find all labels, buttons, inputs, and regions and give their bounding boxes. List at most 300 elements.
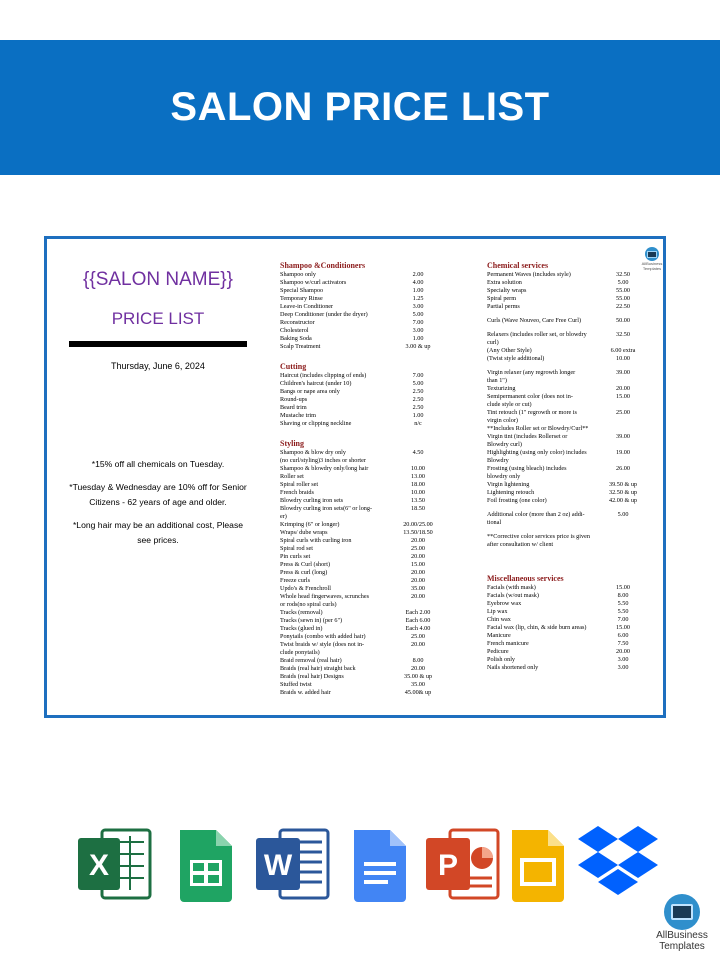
price-row [280, 327, 472, 335]
service-price: 1.00 [412, 287, 424, 294]
svg-text:X: X [88, 849, 110, 882]
price-row [280, 553, 472, 561]
service-name: (Twist style additional) [487, 355, 545, 362]
service-name: Shaving or clipping neckline [280, 420, 352, 427]
price-row [280, 521, 472, 529]
service-price: 15.00 [411, 561, 425, 568]
service-price: 2.00 [412, 271, 424, 278]
service-price [605, 377, 641, 385]
service-price: 32.50 [616, 331, 630, 338]
service-name: Scalp Treatment [280, 343, 321, 350]
service-name: Permanent Waves (includes style) [487, 271, 571, 278]
google-sheets-icon[interactable] [178, 824, 234, 909]
service-price [398, 513, 438, 521]
price-row [487, 600, 657, 608]
price-row [280, 625, 472, 633]
service-price [605, 473, 641, 481]
service-price: 20.00 [411, 665, 425, 672]
mini-brand-logo [639, 247, 665, 271]
service-price: 20.00 [411, 569, 425, 576]
price-row [487, 377, 657, 385]
price-row [280, 529, 472, 537]
service-price: 35.00 [411, 681, 425, 688]
service-name: than 1") [487, 377, 507, 384]
price-list-subtitle: PRICE LIST [111, 309, 205, 328]
price-row [487, 608, 657, 616]
price-row [280, 319, 472, 327]
service-price [398, 649, 438, 657]
service-name: Beard trim [280, 404, 307, 411]
service-price: 20.00 [411, 577, 425, 584]
service-price: 10.00 [411, 489, 425, 496]
price-row [487, 425, 657, 433]
price-row [487, 401, 657, 409]
service-price: 4.00 [412, 279, 424, 286]
service-price: 6.00 [617, 632, 629, 639]
service-name: Specialty wraps [487, 287, 527, 294]
service-price: 15.00 [616, 393, 630, 400]
service-price: 1.00 [412, 412, 424, 419]
price-row [280, 303, 472, 311]
price-row [487, 533, 657, 541]
service-name: Reconstructor [280, 319, 315, 326]
service-price: n/c [414, 420, 422, 427]
service-name: **Includes Roller set or Blowdry/Curl** [487, 425, 589, 432]
service-price: 3.00 [617, 664, 629, 671]
service-price: 3.00 [617, 656, 629, 663]
price-row [487, 287, 657, 295]
title-banner [0, 40, 720, 175]
service-name: er) [280, 513, 287, 520]
note-item: *15% off all chemicals on Tuesday. [91, 459, 225, 469]
service-name: Blowdry [487, 457, 509, 464]
price-row [280, 380, 472, 388]
service-name: clude style or cut) [487, 401, 532, 408]
svg-text:P: P [437, 849, 459, 882]
price-row [487, 481, 657, 489]
service-price: 39.50 & up [608, 481, 638, 488]
service-price: 8.00 [412, 657, 424, 664]
divider-bar [69, 341, 247, 347]
service-name: Ponytails (combo with added hair) [280, 633, 366, 640]
service-price [398, 457, 438, 465]
service-price: 1.00 [412, 335, 424, 342]
service-name: Curls (Wave Nouveo, Care Free Curl) [487, 317, 582, 324]
service-name: Semipermanent color (does not in- [487, 393, 573, 400]
price-row [280, 335, 472, 343]
section-title: Shampoo &Conditioners [280, 261, 366, 270]
section-chemical [487, 260, 657, 549]
service-name: or rods(no spiral curls) [280, 601, 337, 608]
price-row [280, 404, 472, 412]
service-name: Facial wax (lip, chin, & side burn areas) [487, 624, 587, 631]
service-price [605, 541, 641, 549]
service-name: **Corrective color services price is given [487, 533, 590, 540]
price-row [487, 497, 657, 505]
notes [67, 457, 249, 556]
price-row [280, 457, 472, 465]
service-price: 20.00/25.00 [403, 521, 433, 528]
service-price: 20.00 [411, 593, 425, 600]
service-price: 3.00 [412, 303, 424, 310]
service-name: Leave-in Conditioner [280, 303, 334, 310]
price-column-1 [280, 256, 472, 697]
section-cutting [280, 361, 472, 428]
price-row [487, 331, 657, 339]
service-name: Spiral curls with curling iron [280, 537, 352, 544]
service-name: Relaxers (includes roller set, or blowdry [487, 331, 587, 338]
price-row [280, 449, 472, 457]
service-name: Roller set [280, 473, 304, 480]
service-name: Haircut (includes clipping of ends) [280, 372, 367, 379]
service-name: Tracks (glued in) [280, 625, 323, 632]
service-price: 25.00 [411, 545, 425, 552]
service-price [605, 441, 641, 449]
service-name: Pin curls set [280, 553, 311, 560]
service-name: Chin wax [487, 616, 511, 623]
note-item: *Tuesday & Wednesday are 10% off for Senior Citizens - 62 years of age and older. [69, 482, 247, 507]
service-name: Updo's & Frenchroll [280, 585, 331, 592]
service-name: Krimping (6" or longer) [280, 521, 340, 528]
service-name: curl) [487, 339, 499, 346]
service-price: 10.00 [411, 465, 425, 472]
service-name: Extra solution [487, 279, 522, 286]
price-row [487, 303, 657, 311]
service-price: 7.00 [617, 616, 629, 623]
price-row [280, 665, 472, 673]
price-row [487, 317, 657, 325]
service-price: 35.00 [411, 585, 425, 592]
service-name: Braids (real hair) straight back [280, 665, 356, 672]
monitor-icon [645, 247, 659, 261]
price-row [280, 633, 472, 641]
svg-text:W: W [263, 849, 293, 882]
service-price: 20.00 [616, 648, 630, 655]
service-price [605, 339, 641, 347]
service-price: 8.00 [617, 592, 629, 599]
service-price: 13.50 [411, 497, 425, 504]
price-row [487, 393, 657, 401]
price-row [280, 481, 472, 489]
service-name: tional [487, 519, 502, 526]
price-row [280, 271, 472, 279]
service-name: Frosting (using bleach) includes [487, 465, 567, 472]
service-name: Press & curl (long) [280, 569, 328, 576]
service-name: Additional color (more than 2 oz) addi- [487, 511, 585, 518]
service-price: 6.00 extra [610, 347, 636, 354]
price-list-card [44, 236, 666, 718]
price-row [487, 433, 657, 441]
service-price: 10.00 [616, 355, 630, 362]
price-row [280, 420, 472, 428]
service-name: Virgin tint (includes Rollerset or [487, 433, 568, 440]
google-docs-icon[interactable] [352, 824, 408, 909]
service-name: Mustache trim [280, 412, 316, 419]
service-name: Round-ups [280, 396, 308, 403]
service-name: Press & Curl (short) [280, 561, 331, 568]
price-row [280, 388, 472, 396]
service-name: Spiral roller set [280, 481, 319, 488]
price-row [487, 624, 657, 632]
price-row [280, 657, 472, 665]
service-price: 39.00 [616, 433, 630, 440]
price-row [487, 449, 657, 457]
salon-name: {{SALON NAME}} [83, 269, 233, 290]
service-name: Texturizing [487, 385, 516, 392]
service-price [398, 601, 438, 609]
service-name: (no curl/styling)3 inches or shorter [280, 457, 366, 464]
monitor-icon [664, 894, 700, 930]
service-name: blowdry only [487, 473, 521, 480]
price-row [487, 616, 657, 624]
price-row [280, 537, 472, 545]
price-row [280, 585, 472, 593]
price-row [280, 497, 472, 505]
service-price: 5.00 [617, 279, 629, 286]
section-misc [487, 573, 657, 672]
service-name: Baking Soda [280, 335, 312, 342]
service-price: 26.00 [616, 465, 630, 472]
price-row [280, 545, 472, 553]
service-price: 7.00 [412, 319, 424, 326]
service-name: after consultation w/ client [487, 541, 554, 548]
service-price: Each 6.00 [405, 617, 431, 624]
price-row [280, 343, 472, 351]
service-price: 5.00 [412, 311, 424, 318]
brand-logo [652, 894, 712, 952]
service-price [605, 533, 641, 541]
excel-icon[interactable] [76, 824, 152, 909]
price-row [280, 372, 472, 380]
service-price: 19.00 [616, 449, 630, 456]
service-name: Temporary Rinse [280, 295, 323, 302]
service-name: Shampoo & blow dry only [280, 449, 346, 456]
price-row [487, 584, 657, 592]
service-price: 5.00 [617, 511, 629, 518]
service-name: Lightening retouch [487, 489, 535, 496]
price-row [280, 593, 472, 601]
service-price: 3.00 & up [405, 343, 431, 350]
service-name: Partial perms [487, 303, 520, 310]
service-name: Stuffed twist [280, 681, 312, 688]
service-price: 20.00 [616, 385, 630, 392]
price-row [487, 632, 657, 640]
price-row [280, 396, 472, 404]
mini-logo-line2: Templates [642, 266, 662, 271]
price-row [280, 489, 472, 497]
service-price: 13.00 [411, 473, 425, 480]
page-title: SALON PRICE LIST [170, 85, 550, 129]
price-row [487, 369, 657, 377]
price-row [487, 457, 657, 465]
service-name: Freeze curls [280, 577, 311, 584]
service-price: 45.00& up [404, 689, 432, 696]
service-price: Each 4.00 [405, 625, 431, 632]
price-row [280, 649, 472, 657]
note-item: *Long hair may be an additional cost, Please see prices. [72, 520, 244, 545]
service-price: 1.25 [412, 295, 424, 302]
word-icon[interactable] [254, 824, 330, 909]
section-title: Styling [280, 439, 305, 448]
service-name: Twist braids w/ style (does not in- [280, 641, 365, 648]
price-row [280, 561, 472, 569]
price-row [487, 355, 657, 363]
price-row [280, 689, 472, 697]
service-name: Deep Conditioner (under the dryer) [280, 311, 368, 318]
service-price: Each 2.00 [405, 609, 431, 616]
service-price: 5.50 [617, 608, 629, 615]
service-name: Wraps/ dube wraps [280, 529, 328, 536]
service-price: 2.50 [412, 388, 424, 395]
service-price: 3.00 [412, 327, 424, 334]
service-price: 42.00 & up [608, 497, 638, 504]
service-name: Nails shortened only [487, 664, 539, 671]
price-row [487, 592, 657, 600]
section-title: Cutting [280, 362, 307, 371]
price-column-2 [487, 256, 657, 672]
service-name: Braids (real hair) Designs [280, 673, 344, 680]
section-styling [280, 438, 472, 697]
price-row [280, 473, 472, 481]
service-name: virgin color) [487, 417, 518, 424]
service-price: 50.00 [616, 317, 630, 324]
service-price: 15.00 [616, 624, 630, 631]
service-price: 2.50 [412, 404, 424, 411]
service-name: French manicure [487, 640, 529, 647]
service-price: 5.00 [412, 380, 424, 387]
price-row [280, 681, 472, 689]
service-price: 20.00 [411, 553, 425, 560]
price-row [487, 541, 657, 549]
service-price: 2.50 [412, 396, 424, 403]
service-name: Whole head fingerwaves, scrunches [280, 593, 369, 600]
service-name: Blowdry curling iron sets(6" or long- [280, 505, 373, 512]
service-name: Shampoo & blowdry only/long hair [280, 465, 369, 472]
service-name: Virgin relaxer (any regrowth longer [487, 369, 576, 376]
price-row [487, 473, 657, 481]
price-row [280, 505, 472, 513]
service-name: Facials (w/out mask) [487, 592, 539, 599]
price-row [280, 601, 472, 609]
dropbox-icon[interactable] [576, 824, 660, 909]
service-price: 22.50 [616, 303, 630, 310]
app-icons-row [76, 824, 662, 904]
service-name: Virgin lightening [487, 481, 530, 488]
service-name: Spiral rod set [280, 545, 313, 552]
service-name: Facials (with mask) [487, 584, 536, 591]
price-row [487, 640, 657, 648]
powerpoint-icon[interactable] [424, 824, 500, 909]
brand-line1: AllBusiness [656, 930, 708, 941]
price-row [487, 417, 657, 425]
service-name: clude ponytails) [280, 649, 320, 656]
price-row [487, 339, 657, 347]
price-row [280, 279, 472, 287]
service-name: Polish only [487, 656, 516, 663]
service-name: Eyebrow wax [487, 600, 522, 607]
service-name: Tracks (sewn in) (per 6") [280, 617, 343, 624]
price-row [487, 409, 657, 417]
price-row [280, 465, 472, 473]
price-row [280, 577, 472, 585]
brand-line2: Templates [659, 941, 705, 952]
service-name: Bangs or nape area only [280, 388, 340, 395]
service-name: Shampoo w/curl activators [280, 279, 347, 286]
service-price: 7.50 [617, 640, 629, 647]
section-shampoo [280, 260, 472, 351]
price-row [280, 609, 472, 617]
service-price: 4.50 [412, 449, 424, 456]
price-row [487, 656, 657, 664]
service-price: 55.00 [616, 295, 630, 302]
service-price [605, 519, 641, 527]
price-row [280, 513, 472, 521]
price-row [487, 511, 657, 519]
price-row [487, 465, 657, 473]
service-price: 13.50/18.50 [403, 529, 433, 536]
service-name: Pedicure [487, 648, 509, 655]
service-price: 18.00 [411, 481, 425, 488]
mini-logo-line1: AllBusiness [641, 261, 663, 266]
service-name: Tint retouch (1" regrowth or more is [487, 409, 577, 416]
service-name: Lip wax [487, 608, 508, 615]
price-row [280, 569, 472, 577]
price-row [280, 311, 472, 319]
price-row [487, 648, 657, 656]
service-price [605, 417, 641, 425]
service-name: Children's haircut (under 10) [280, 380, 352, 387]
price-row [280, 641, 472, 649]
price-row [280, 673, 472, 681]
service-name: Cholesterol [280, 327, 309, 334]
service-name: Tracks (removal) [280, 609, 323, 616]
google-slides-icon[interactable] [510, 824, 566, 909]
price-row [280, 287, 472, 295]
service-price: 25.00 [616, 409, 630, 416]
service-name: Blowdry curling iron sets [280, 497, 344, 504]
service-name: (Any Other Style) [487, 347, 532, 354]
price-row [487, 385, 657, 393]
price-row [280, 295, 472, 303]
service-price: 35.00 & up [403, 673, 433, 680]
service-price: 25.00 [411, 633, 425, 640]
service-name: French braids [280, 489, 314, 496]
price-row [487, 489, 657, 497]
service-name: Special Shampoo [280, 287, 324, 294]
price-row [487, 664, 657, 672]
price-row [487, 295, 657, 303]
service-name: Spiral perm [487, 295, 517, 302]
service-price: 20.00 [411, 641, 425, 648]
service-price: 39.00 [616, 369, 630, 376]
price-row [280, 412, 472, 420]
service-price: 32.50 & up [608, 489, 638, 496]
service-price: 18.50 [411, 505, 425, 512]
price-row [487, 441, 657, 449]
service-price: 32.50 [616, 271, 630, 278]
price-row [487, 519, 657, 527]
service-name: Shampoo only [280, 271, 316, 278]
price-row [487, 347, 657, 355]
section-title: Chemical services [487, 261, 549, 270]
service-price: 55.00 [616, 287, 630, 294]
price-row [487, 279, 657, 287]
service-name: Manicure [487, 632, 511, 639]
service-price: 20.00 [411, 537, 425, 544]
service-name: Blowdry curl) [487, 441, 522, 448]
service-price [605, 425, 641, 433]
service-name: Foil frosting (one color) [487, 497, 547, 504]
